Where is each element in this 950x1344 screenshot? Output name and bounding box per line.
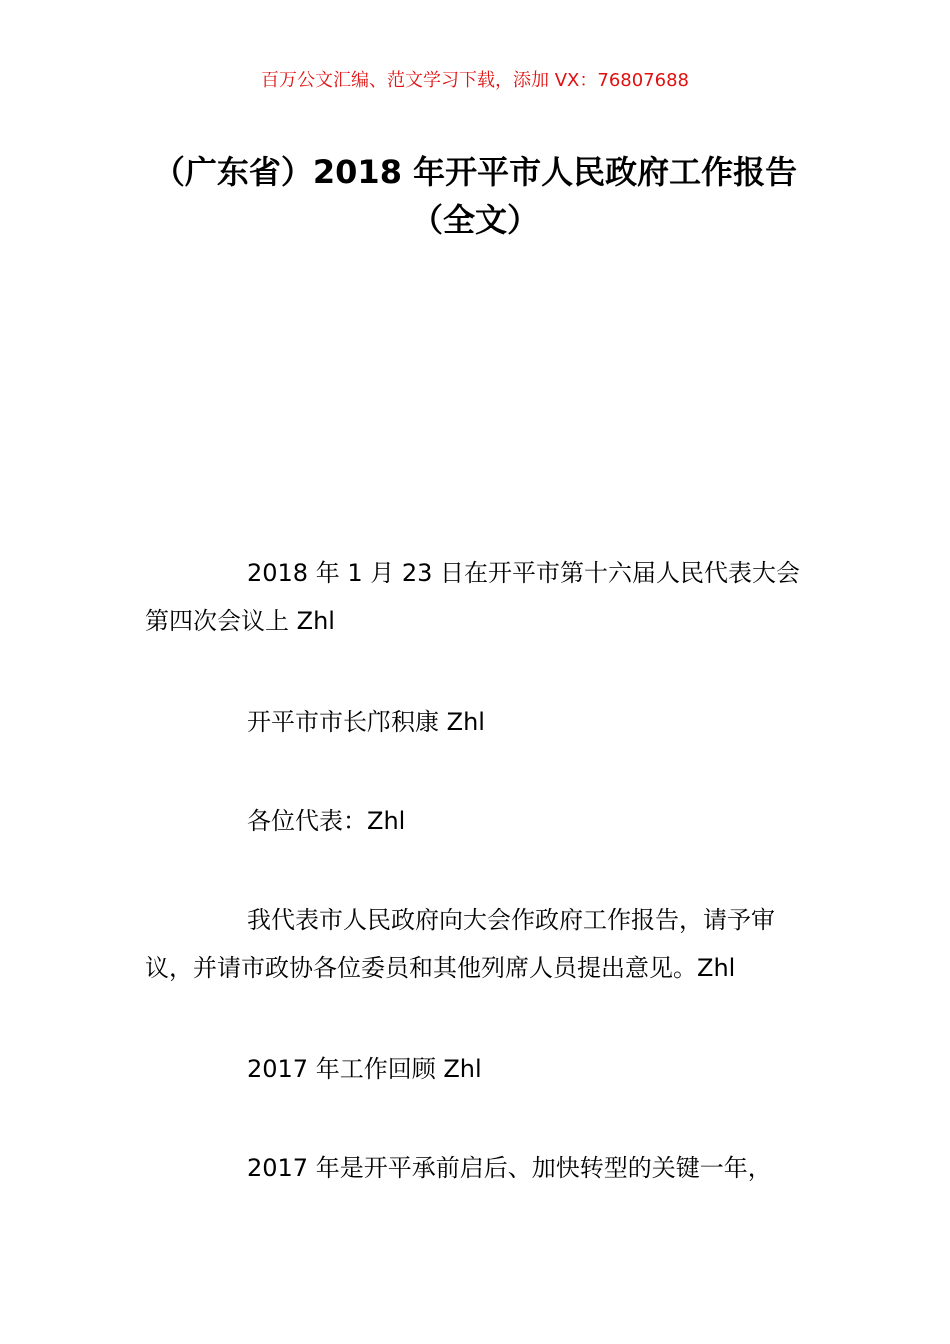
- paragraph-review-start: 2017 年是开平承前启后、加快转型的关键一年，: [247, 1154, 772, 1182]
- paragraph-intro: 我代表市人民政府向大会作政府工作报告，请予审议，并请市政协各位委员和其他列席人员提出意见。Zhl: [145, 906, 775, 982]
- paragraph-meeting-info: 2018 年 1 月 23 日在开平市第十六届人民代表大会第四次会议上 Zhl: [145, 559, 801, 635]
- document-title: （广东省）2018 年开平市人民政府工作报告（全文）: [152, 153, 798, 239]
- paragraph-salutation: 各位代表：Zhl: [247, 807, 406, 835]
- section-heading-review: 2017 年工作回顾 Zhl: [247, 1055, 482, 1083]
- paragraph-speaker: 开平市市长邝积康 Zhl: [247, 708, 485, 736]
- header-watermark-note: 百万公文汇编、范文学习下载，添加 VX：76807688: [261, 70, 689, 91]
